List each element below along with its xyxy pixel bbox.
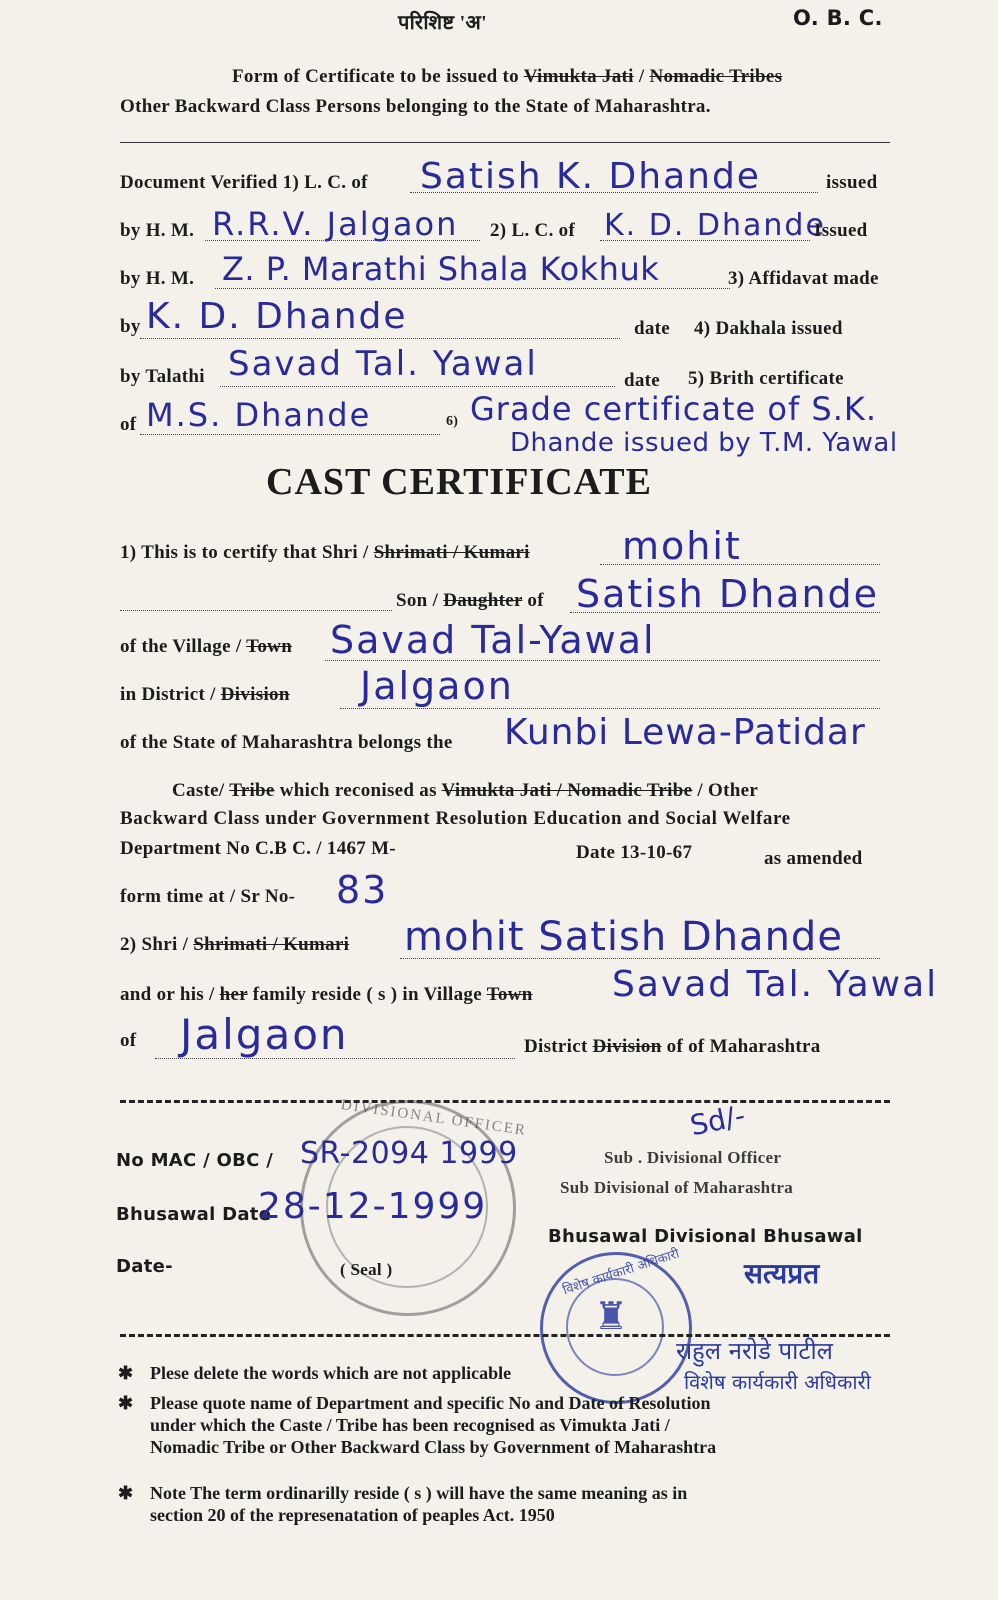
note-1 bbox=[120, 1362, 511, 1384]
village-value: Savad Tal-Yawal bbox=[330, 618, 656, 662]
affidavit-label: 3) Affidavat made bbox=[728, 268, 879, 289]
p1-line bbox=[120, 542, 530, 564]
talathi-line bbox=[220, 386, 615, 387]
full-name-line bbox=[400, 958, 880, 959]
officer-line1: Sub . Divisional Officer bbox=[604, 1148, 782, 1167]
full-name-value: mohit Satish Dhande bbox=[404, 914, 843, 960]
emblem-icon: ♜ bbox=[594, 1296, 629, 1338]
form-line1-strike1: Vimukta Jati bbox=[523, 66, 634, 87]
note-1-text: Plese delete the words which are not applicable bbox=[150, 1363, 512, 1383]
note-2-line-c: Nomadic Tribe or Other Backward Class by Government of Maharashtra bbox=[150, 1437, 717, 1457]
note-2 bbox=[120, 1392, 716, 1458]
district-division-line bbox=[524, 1036, 821, 1058]
caste-line-strike: Tribe bbox=[229, 780, 275, 801]
upper-dashed-rule bbox=[120, 1100, 890, 1103]
son-of: of bbox=[527, 590, 544, 611]
note-2-line-b: under which the Caste / Tribe has been recognised as Vimukta Jati / bbox=[150, 1415, 670, 1435]
form-line1-strike2: Nomadic Tribes bbox=[649, 66, 783, 87]
no-label: No MAC / OBC / bbox=[116, 1150, 274, 1171]
by-hm-2-line bbox=[215, 288, 730, 289]
lc2-line bbox=[600, 240, 810, 241]
talathi-label: by Talathi bbox=[120, 366, 205, 387]
caste-value: Kunbi Lewa-Patidar bbox=[504, 712, 866, 753]
district-value: Jalgaon bbox=[360, 664, 514, 708]
caste-line-strike2: Vimukta Jati / Nomadic Tribe bbox=[441, 780, 693, 801]
form-time-label: form time at / Sr No- bbox=[120, 886, 296, 907]
district-strike: Division bbox=[220, 684, 290, 705]
district-rule bbox=[340, 708, 880, 709]
of-label: of bbox=[120, 414, 137, 435]
family-line bbox=[120, 984, 533, 1006]
name-value: mohit bbox=[622, 524, 742, 568]
note-3-line-b: section 20 of the represenatation of peaples Act. 1950 bbox=[150, 1505, 555, 1525]
seal-label: ( Seal ) bbox=[340, 1260, 393, 1279]
family-strike2: Town bbox=[486, 984, 533, 1005]
birth-cert-label: 5) Brith certificate bbox=[688, 368, 844, 389]
bhusawal-value: 28-12-1999 bbox=[258, 1186, 488, 1227]
issued2-label: Issued bbox=[814, 220, 868, 241]
by-hm-1-value: R.R.V. Jalgaon bbox=[212, 205, 459, 243]
by-hm-2-label: by H. M. bbox=[120, 268, 195, 289]
date-footer-label: Date- bbox=[116, 1256, 173, 1277]
hindi-stamp-1: सत्यप्रत bbox=[744, 1257, 820, 1290]
category-label: O. B. C. bbox=[793, 6, 883, 30]
family-strike: her bbox=[219, 984, 248, 1005]
village-label: of the Village / bbox=[120, 636, 242, 657]
p2-strike: Shrimati / Kumari bbox=[193, 934, 350, 955]
star-icon: ✱ bbox=[118, 1363, 134, 1383]
p2-text: 2) Shri / bbox=[120, 934, 189, 955]
p2-line bbox=[120, 934, 349, 956]
dakhala-label: 4) Dakhala issued bbox=[694, 318, 843, 339]
item6-num: 6) bbox=[446, 414, 459, 429]
name-line bbox=[600, 564, 880, 565]
father-value: Satish Dhande bbox=[576, 572, 880, 616]
birth-value: M.S. Dhande bbox=[146, 396, 372, 434]
backward-line: Backward Class under Government Resolution Education and Social Welfare bbox=[120, 808, 791, 829]
son-strike: Daughter bbox=[443, 590, 523, 611]
doc-label: Document Verified 1) L. C. of bbox=[120, 172, 368, 193]
form-line1-sep: / bbox=[638, 66, 645, 87]
form-line1-text: Form of Certificate to be issued to bbox=[232, 66, 519, 87]
family-value: Savad Tal. Yawal bbox=[612, 964, 939, 1005]
son-lead-line bbox=[120, 610, 392, 611]
hindi-stamp-3: विशेष कार्यकारी अधिकारी bbox=[684, 1370, 871, 1394]
district-line bbox=[120, 684, 290, 706]
page-title: CAST CERTIFICATE bbox=[266, 461, 652, 503]
lc2-value: K. D. Dhande bbox=[604, 208, 826, 243]
by-hm-1-line bbox=[205, 240, 480, 241]
seal-ring-text: DIVISIONAL OFFICER bbox=[339, 1097, 528, 1139]
lc2-label: 2) L. C. of bbox=[490, 220, 576, 241]
date-line: Date 13-10-67 bbox=[576, 842, 693, 863]
note-2-line-a: Please quote name of Department and specific No and Date of Resolution bbox=[150, 1393, 711, 1413]
son-line bbox=[396, 590, 544, 612]
form-title-line1 bbox=[232, 66, 782, 88]
village-line bbox=[120, 636, 292, 658]
by-label: by bbox=[120, 316, 141, 337]
talathi-value: Savad Tal. Yawal bbox=[228, 344, 538, 384]
district-div-a: District bbox=[524, 1036, 588, 1057]
issued-label: issued bbox=[826, 172, 878, 193]
p1-strike: Shrimati / Kumari bbox=[373, 542, 530, 563]
date2-label: date bbox=[624, 370, 661, 391]
note-3 bbox=[120, 1482, 687, 1526]
of2-value: Jalgaon bbox=[180, 1010, 349, 1059]
bhusawal-label: Bhusawal Date bbox=[116, 1204, 272, 1225]
officer-line2: Sub Divisional of Maharashtra bbox=[560, 1178, 794, 1197]
father-line bbox=[570, 612, 880, 613]
district-div-b: of of Maharashtra bbox=[666, 1036, 821, 1057]
caste-line-c: / Other bbox=[697, 780, 759, 801]
state-label: of the State of Maharashtra belongs the bbox=[120, 732, 453, 753]
hindi-stamp-2: राहुल नरोडे पाटील bbox=[676, 1337, 833, 1365]
district-label: in District / bbox=[120, 684, 216, 705]
caste-line-a: Caste/ bbox=[172, 780, 225, 801]
of2-label: of bbox=[120, 1030, 137, 1051]
birth-line bbox=[140, 434, 440, 435]
form-title-line2: Other Backward Class Persons belonging to the State of Maharashtra. bbox=[120, 96, 711, 117]
appendix-title: परिशिष्ट 'अ' bbox=[398, 12, 487, 34]
doc-value: Satish K. Dhande bbox=[420, 156, 761, 197]
dept-line: Department No C.B C. / 1467 M- bbox=[120, 838, 397, 859]
amended-label: as amended bbox=[764, 848, 863, 869]
round-stamp-text: विशेष कार्यकारी अधिकारी bbox=[561, 1246, 682, 1299]
item6-value-1: Grade certificate of S.K. bbox=[470, 390, 878, 428]
by-value: K. D. Dhande bbox=[146, 296, 408, 337]
family-a: and or his / bbox=[120, 984, 215, 1005]
village-line-rule bbox=[325, 660, 880, 661]
by-hm-2-value: Z. P. Marathi Shala Kokhuk bbox=[222, 250, 660, 288]
district-div-strike: Division bbox=[592, 1036, 662, 1057]
of2-line bbox=[155, 1058, 515, 1059]
note-3-line-a: Note The term ordinarilly reside ( s ) will have the same meaning as in bbox=[150, 1483, 688, 1503]
caste-line-b: which reconised as bbox=[279, 780, 437, 801]
sr-value: 83 bbox=[336, 868, 389, 912]
date-label: date bbox=[634, 318, 671, 339]
lower-dashed-rule bbox=[120, 1334, 890, 1337]
caste-recognised-line bbox=[172, 780, 758, 802]
star-icon: ✱ bbox=[118, 1483, 134, 1503]
village-strike: Town bbox=[246, 636, 293, 657]
by-hm-1-label: by H. M. bbox=[120, 220, 195, 241]
signature: Sd/- bbox=[687, 1098, 748, 1143]
header-rule bbox=[120, 142, 890, 143]
doc-value-line bbox=[410, 192, 818, 193]
no-value: SR-2094 1999 bbox=[300, 1136, 518, 1171]
star-icon: ✱ bbox=[118, 1393, 134, 1413]
p1-text: 1) This is to certify that Shri / bbox=[120, 542, 369, 563]
by-value-line bbox=[140, 338, 620, 339]
item6-value-2: Dhande issued by T.M. Yawal bbox=[510, 428, 898, 458]
son-label: Son / bbox=[396, 590, 439, 611]
officer-line3: Bhusawal Divisional Bhusawal bbox=[548, 1226, 863, 1247]
family-b: family reside ( s ) in Village bbox=[252, 984, 482, 1005]
